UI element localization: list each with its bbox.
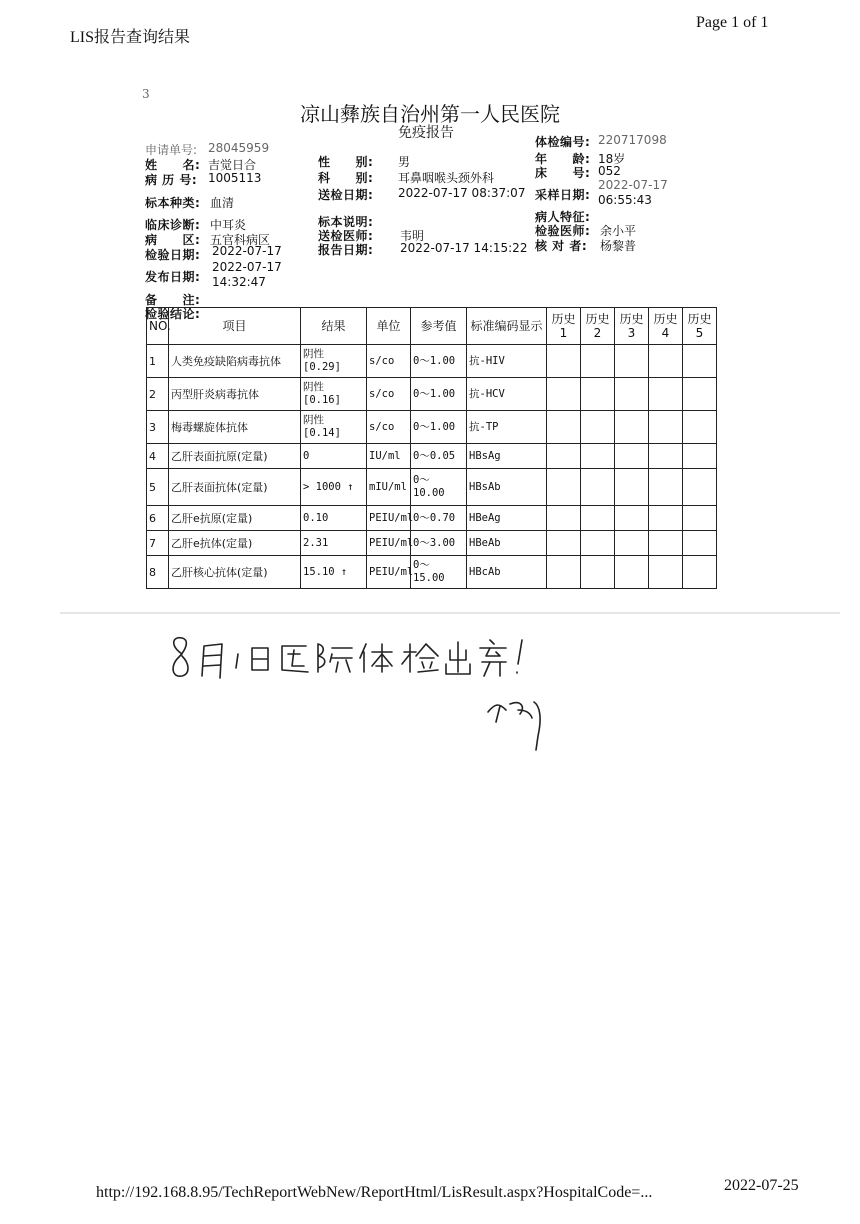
row-number: 1 bbox=[147, 345, 169, 378]
unit: mIU/ml bbox=[367, 469, 411, 506]
history-cell bbox=[683, 469, 717, 506]
history-cell bbox=[547, 444, 581, 469]
table-header-row bbox=[147, 308, 717, 345]
reference-range: 0～0.05 bbox=[411, 444, 467, 469]
result-value: 15.10 ↑ bbox=[301, 556, 367, 589]
column-header: 参考值 bbox=[411, 308, 467, 345]
reference-range: 0～ 15.00 bbox=[411, 556, 467, 589]
sample-date-line1: 2022-07-17 bbox=[598, 178, 668, 192]
bed-label: 床 号: bbox=[535, 166, 591, 180]
submit-doctor-label: 送检医师: bbox=[318, 229, 374, 243]
sample-date-label: 采样日期: bbox=[535, 188, 591, 202]
dept-label: 科 别: bbox=[318, 171, 374, 185]
clinical-diag-label: 临床诊断: bbox=[145, 218, 201, 232]
column-header: 标准编码显示 bbox=[467, 308, 547, 345]
item-name: 乙肝e抗原(定量) bbox=[169, 506, 301, 531]
record-no-label: 病 历 号: bbox=[145, 173, 198, 187]
patient-name: 吉觉日合 bbox=[208, 158, 257, 172]
test-date-label: 检验日期: bbox=[145, 248, 201, 262]
history-cell bbox=[547, 378, 581, 411]
publish-date-line2: 14:32:47 bbox=[212, 275, 266, 289]
record-no: 1005113 bbox=[208, 171, 262, 185]
result-value: 阴性 [0.14] bbox=[301, 411, 367, 444]
item-name: 乙肝核心抗体(定量) bbox=[169, 556, 301, 589]
standard-code: HBeAb bbox=[467, 531, 547, 556]
application-no-label: 申请单号: bbox=[145, 143, 198, 157]
ward-label: 病 区: bbox=[145, 233, 201, 247]
table-row bbox=[147, 345, 717, 378]
result-value: > 1000 ↑ bbox=[301, 469, 367, 506]
history-cell bbox=[615, 345, 649, 378]
history-cell bbox=[581, 506, 615, 531]
history-cell bbox=[615, 469, 649, 506]
footer-date: 2022-07-25 bbox=[724, 1177, 799, 1194]
row-number: 7 bbox=[147, 531, 169, 556]
standard-code: HBsAg bbox=[467, 444, 547, 469]
specimen-note-label: 标本说明: bbox=[318, 215, 374, 229]
history-cell bbox=[615, 444, 649, 469]
column-header: 项目 bbox=[169, 308, 301, 345]
row-number: 2 bbox=[147, 378, 169, 411]
history-cell bbox=[683, 411, 717, 444]
unit: s/co bbox=[367, 411, 411, 444]
item-name: 丙型肝炎病毒抗体 bbox=[169, 378, 301, 411]
history-cell bbox=[547, 506, 581, 531]
specimen-type-label: 标本种类: bbox=[145, 196, 201, 210]
reference-range: 0～ 10.00 bbox=[411, 469, 467, 506]
history-cell bbox=[547, 556, 581, 589]
unit: s/co bbox=[367, 378, 411, 411]
history-cell bbox=[615, 506, 649, 531]
column-header: 历史 5 bbox=[683, 308, 717, 345]
standard-code: HBcAb bbox=[467, 556, 547, 589]
history-cell bbox=[581, 411, 615, 444]
submit-date-label: 送检日期: bbox=[318, 188, 374, 202]
fold-line bbox=[60, 612, 840, 614]
result-value: 阴性 [0.16] bbox=[301, 378, 367, 411]
row-number: 8 bbox=[147, 556, 169, 589]
item-name: 乙肝e抗体(定量) bbox=[169, 531, 301, 556]
history-cell bbox=[547, 531, 581, 556]
history-cell bbox=[649, 345, 683, 378]
table-row bbox=[147, 531, 717, 556]
row-number: 6 bbox=[147, 506, 169, 531]
column-header: 历史 2 bbox=[581, 308, 615, 345]
print-header-page: Page 1 of 1 bbox=[696, 14, 769, 31]
history-cell bbox=[581, 378, 615, 411]
history-cell bbox=[683, 506, 717, 531]
history-cell bbox=[547, 345, 581, 378]
history-cell bbox=[649, 469, 683, 506]
table-row bbox=[147, 444, 717, 469]
exam-no-label: 体检编号: bbox=[535, 135, 591, 149]
table-row bbox=[147, 506, 717, 531]
row-number: 4 bbox=[147, 444, 169, 469]
submit-doctor: 韦明 bbox=[400, 229, 425, 243]
history-cell bbox=[581, 556, 615, 589]
conclusion-label: 检验结论: bbox=[145, 307, 201, 321]
history-cell bbox=[649, 531, 683, 556]
history-cell bbox=[683, 345, 717, 378]
test-doctor-label: 检验医师: bbox=[535, 224, 591, 238]
standard-code: 抗-TP bbox=[467, 411, 547, 444]
history-cell bbox=[683, 556, 717, 589]
column-header: 历史 4 bbox=[649, 308, 683, 345]
reference-range: 0～0.70 bbox=[411, 506, 467, 531]
report-type: 免疫报告 bbox=[398, 125, 454, 141]
history-cell bbox=[615, 531, 649, 556]
item-name: 人类免疫缺陷病毒抗体 bbox=[169, 345, 301, 378]
hospital-name: 凉山彝族自治州第一人民医院 bbox=[300, 102, 560, 126]
unit: PEIU/ml bbox=[367, 506, 411, 531]
table-row bbox=[147, 469, 717, 506]
column-header: 结果 bbox=[301, 308, 367, 345]
reference-range: 0～1.00 bbox=[411, 345, 467, 378]
name-label: 姓 名: bbox=[145, 158, 201, 172]
unit: IU/ml bbox=[367, 444, 411, 469]
report-date: 2022-07-17 14:15:22 bbox=[400, 241, 528, 255]
handwritten-note bbox=[160, 626, 550, 756]
standard-code: HBsAb bbox=[467, 469, 547, 506]
result-value: 0 bbox=[301, 444, 367, 469]
footer-url: http://192.168.8.95/TechReportWebNew/ReportHtml/LisResult.aspx?HospitalCode=... bbox=[96, 1184, 653, 1201]
history-cell bbox=[547, 411, 581, 444]
column-header: 历史 1 bbox=[547, 308, 581, 345]
age-label: 年 龄: bbox=[535, 152, 591, 166]
history-cell bbox=[615, 556, 649, 589]
results-table bbox=[146, 307, 717, 589]
patient-sex: 男 bbox=[398, 155, 411, 169]
history-cell bbox=[683, 378, 717, 411]
report-date-label: 报告日期: bbox=[318, 243, 374, 257]
unit: PEIU/ml bbox=[367, 556, 411, 589]
reference-range: 0～3.00 bbox=[411, 531, 467, 556]
print-header-title: LIS报告查询结果 bbox=[70, 29, 191, 46]
history-cell bbox=[581, 531, 615, 556]
specimen-type: 血清 bbox=[210, 196, 235, 210]
patient-feature-label: 病人特征: bbox=[535, 210, 591, 224]
row-number: 5 bbox=[147, 469, 169, 506]
page-marker: 3 bbox=[142, 87, 150, 101]
exam-no: 220717098 bbox=[598, 133, 667, 147]
history-cell bbox=[683, 531, 717, 556]
publish-date-line1: 2022-07-17 bbox=[212, 260, 282, 274]
result-value: 阴性 [0.29] bbox=[301, 345, 367, 378]
checker: 杨黎普 bbox=[600, 239, 637, 253]
history-cell bbox=[615, 378, 649, 411]
standard-code: 抗-HCV bbox=[467, 378, 547, 411]
history-cell bbox=[581, 469, 615, 506]
history-cell bbox=[581, 345, 615, 378]
history-cell bbox=[683, 444, 717, 469]
table-row bbox=[147, 378, 717, 411]
column-header: 历史 3 bbox=[615, 308, 649, 345]
unit: PEIU/ml bbox=[367, 531, 411, 556]
item-name: 乙肝表面抗原(定量) bbox=[169, 444, 301, 469]
ward: 五官科病区 bbox=[210, 233, 271, 247]
remark-label: 备 注: bbox=[145, 293, 201, 307]
history-cell bbox=[649, 444, 683, 469]
standard-code: 抗-HIV bbox=[467, 345, 547, 378]
patient-age: 18岁 bbox=[598, 152, 626, 166]
result-value: 0.10 bbox=[301, 506, 367, 531]
reference-range: 0～1.00 bbox=[411, 378, 467, 411]
reference-range: 0～1.00 bbox=[411, 411, 467, 444]
publish-date-label: 发布日期: bbox=[145, 270, 201, 284]
application-no: 28045959 bbox=[208, 141, 270, 155]
submit-date: 2022-07-17 08:37:07 bbox=[398, 186, 526, 200]
history-cell bbox=[615, 411, 649, 444]
test-doctor: 余小平 bbox=[600, 224, 637, 238]
item-name: 梅毒螺旋体抗体 bbox=[169, 411, 301, 444]
test-date-line1: 2022-07-17 bbox=[212, 244, 282, 258]
history-cell bbox=[581, 444, 615, 469]
column-header: 单位 bbox=[367, 308, 411, 345]
history-cell bbox=[649, 411, 683, 444]
bed-no: 052 bbox=[598, 164, 621, 178]
history-cell bbox=[547, 469, 581, 506]
history-cell bbox=[649, 556, 683, 589]
checker-label: 核 对 者: bbox=[535, 239, 588, 253]
dept: 耳鼻咽喉头颈外科 bbox=[398, 171, 495, 185]
standard-code: HBeAg bbox=[467, 506, 547, 531]
row-number: 3 bbox=[147, 411, 169, 444]
history-cell bbox=[649, 506, 683, 531]
table-row bbox=[147, 556, 717, 589]
item-name: 乙肝表面抗体(定量) bbox=[169, 469, 301, 506]
history-cell bbox=[649, 378, 683, 411]
column-header: NO. bbox=[147, 308, 169, 345]
table-row bbox=[147, 411, 717, 444]
sample-date-line2: 06:55:43 bbox=[598, 193, 652, 207]
table-body bbox=[147, 345, 717, 589]
result-value: 2.31 bbox=[301, 531, 367, 556]
unit: s/co bbox=[367, 345, 411, 378]
clinical-diag: 中耳炎 bbox=[210, 218, 247, 232]
sex-label: 性 别: bbox=[318, 155, 374, 169]
